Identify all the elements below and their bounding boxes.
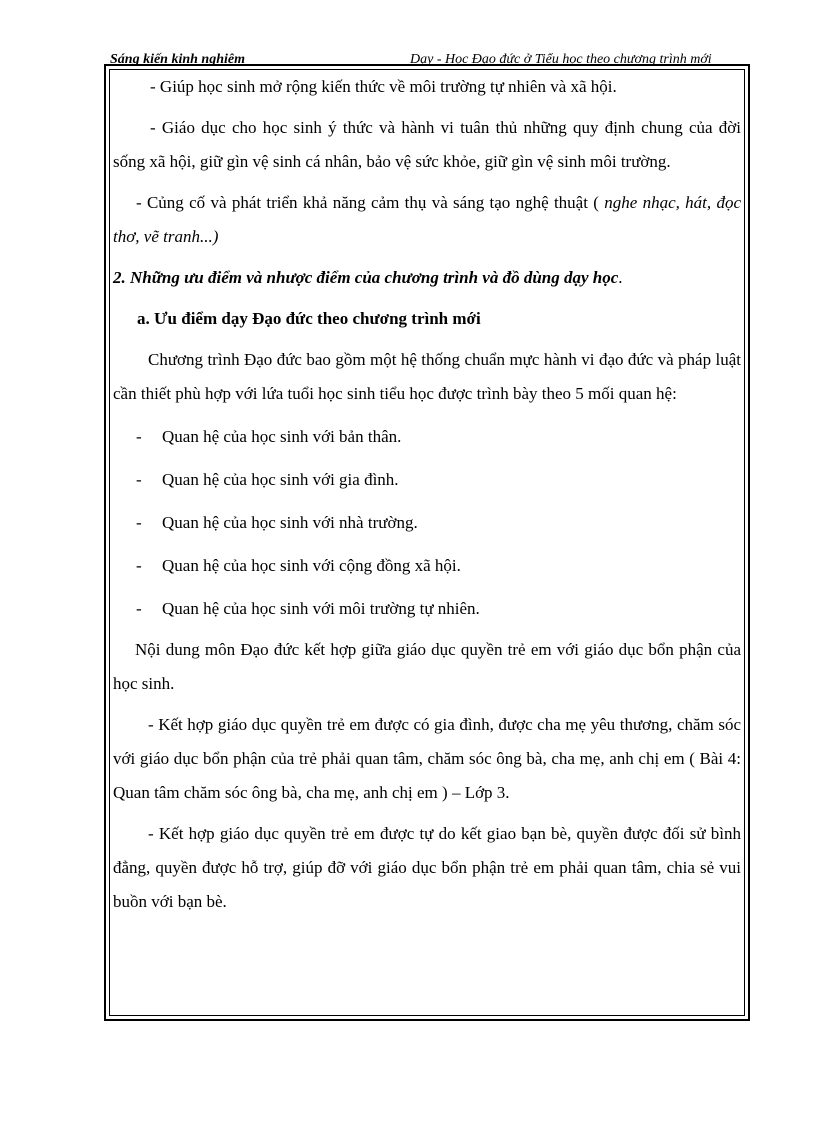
paragraph-3-italic: nghe nhạc, hát, đọc thơ, vẽ tranh...) [113,193,741,246]
paragraph-3-lead: - Củng cố và phát triển khả năng cảm thụ và sáng tạo nghệ thuật ( [136,193,599,212]
section-heading-2 [113,261,741,295]
dash-bullet: - [136,513,142,532]
subheading-a: a. Ưu điểm dạy Đạo đức theo chương trình mới [137,309,481,328]
paragraph-3 [113,186,741,254]
paragraph-5: Nội dung môn Đạo đức kết hợp giữa giáo dục quyền trẻ em với giáo dục bổn phận của học sinh. [113,640,741,693]
paragraph-1: - Giúp học sinh mở rộng kiến thức về môi trường tự nhiên và xã hội. [150,77,617,96]
header-right-text: Dạy - Học Đạo đức ở Tiểu học theo chương trình mới [410,52,712,66]
relation-item-text: Quan hệ của học sinh với bản thân. [162,427,402,446]
dash-bullet: - [136,599,142,618]
relation-item [113,592,741,626]
relation-item [113,420,741,454]
paragraph-6: - Kết hợp giáo dục quyền trẻ em được có gia đình, được cha mẹ yêu thương, chăm sóc với giáo dục bổn phận của trẻ phải quan tâm, chăm sóc ông bà, cha mẹ, anh chị em ( Bài 4: Quan tâm chăm sóc ông bà, cha mẹ, anh chị em ) – Lớp 3. [113,715,741,802]
dash-bullet: - [136,470,142,489]
paragraph-4: Chương trình Đạo đức bao gồm một hệ thống chuẩn mực hành vi đạo đức và pháp luật cần thiết phù hợp với lứa tuổi học sinh tiểu học được trình bày theo 5 mối quan hệ: [113,350,741,403]
paragraph-7: - Kết hợp giáo dục quyền trẻ em được tự do kết giao bạn bè, quyền được đối sử bình đẳng, quyền được hỗ trợ, giúp đỡ với giáo dục bổn phận trẻ em phải quan tâm, chia sẻ vui buồn với bạn bè. [113,824,741,911]
relation-item [113,506,741,540]
relation-item [113,549,741,583]
relation-item [113,463,741,497]
relation-item-text: Quan hệ của học sinh với môi trường tự nhiên. [162,599,480,618]
header-left-text: Sáng kiến kinh nghiệm [110,52,245,66]
relation-item-text: Quan hệ của học sinh với nhà trường. [162,513,418,532]
relation-item-text: Quan hệ của học sinh với gia đình. [162,470,399,489]
relation-item-text: Quan hệ của học sinh với cộng đồng xã hội. [162,556,461,575]
dash-bullet: - [136,556,142,575]
section-heading-2-period: . [618,268,623,287]
document-body [113,70,741,919]
paragraph-2: - Giáo dục cho học sinh ý thức và hành vi tuân thủ những quy định chung của đời sống xã hội, giữ gìn vệ sinh cá nhân, bảo vệ sức khỏe, giữ gìn vệ sinh môi trường. [113,118,741,171]
section-heading-2-text: 2. Những ưu điểm và nhược điểm của chương trình và đồ dùng dạy học [113,268,619,287]
dash-bullet: - [136,427,142,446]
